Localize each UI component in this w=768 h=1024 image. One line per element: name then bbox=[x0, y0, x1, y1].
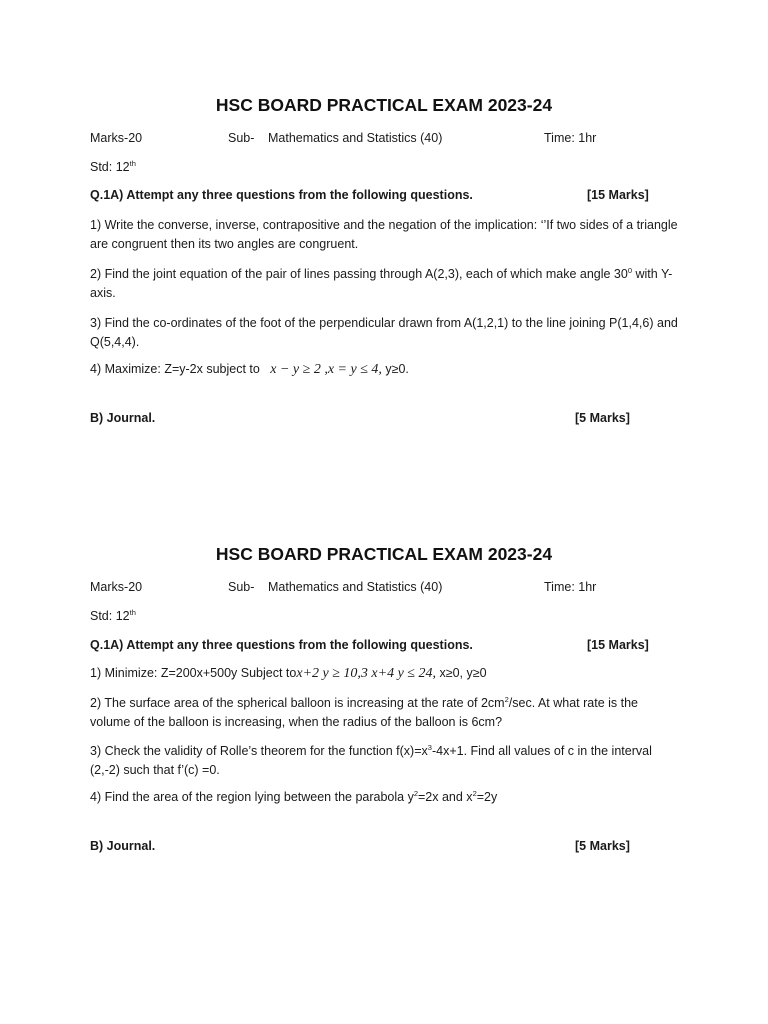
subject-label: Sub- bbox=[228, 131, 255, 145]
question-2: 2) The surface area of the spherical balloon is increasing at the rate of $2cm^2/\sec$. At what rate is the volume of the balloon is increasing, when the radius of the balloon is 6cm? bbox=[90, 694, 638, 729]
subject-name: Mathematics and Statistics (40) bbox=[268, 131, 443, 145]
journal-label: B) Journal. bbox=[90, 839, 156, 853]
journal-marks: [5 Marks] bbox=[575, 411, 630, 425]
time-label: Time: 1hr bbox=[544, 580, 597, 594]
question-1: 1) Minimize: Z=200x+500y Subject tox+2 y ≥ 10,3 x+4 y ≤ 24, x≥0, y≥0 bbox=[90, 666, 487, 681]
marks-label: Marks-20 bbox=[90, 580, 143, 594]
exam-title: HSC BOARD PRACTICAL EXAM 2023-24 bbox=[215, 544, 553, 564]
standard-label: Std: 12th bbox=[90, 607, 136, 623]
question-4: 4) Find the area of the region lying between the parabola $y^2=2x$ and $x^2=2y$ bbox=[90, 788, 498, 804]
subject-name: Mathematics and Statistics (40) bbox=[268, 580, 443, 594]
exam-title: HSC BOARD PRACTICAL EXAM 2023-24 bbox=[215, 95, 553, 115]
question-heading: Q.1A) Attempt any three questions from the following questions. bbox=[90, 638, 473, 652]
constraint-expression: x − y ≥ 2 ,x = y ≤ 4, bbox=[270, 362, 382, 377]
standard-label: Std: 12th bbox=[90, 158, 136, 174]
question-heading: Q.1A) Attempt any three questions from the following questions. bbox=[90, 188, 473, 202]
question-marks: [15 Marks] bbox=[587, 638, 649, 652]
question-3: 3) Find the co-ordinates of the foot of the perpendicular drawn from A(1,2,1) to the line joining P(1,4,6) and Q(5,4,4). bbox=[90, 316, 678, 349]
question-marks: [15 Marks] bbox=[587, 188, 649, 202]
time-label: Time: 1hr bbox=[544, 131, 597, 145]
journal-marks: [5 Marks] bbox=[575, 839, 630, 853]
constraint-expression: x+2 y ≥ 10,3 x+4 y ≤ 24, bbox=[296, 666, 436, 681]
journal-label: B) Journal. bbox=[90, 411, 156, 425]
question-3: 3) Check the validity of Rolle’s theorem for the function $f(x)=x^3-4x+1$. Find all values of c in the interval (2,-2) such that f’(c) =0. bbox=[90, 742, 652, 777]
marks-label: Marks-20 bbox=[90, 131, 143, 145]
question-2: 2) Find the joint equation of the pair of lines passing through A(2,3), each of which make angle $30^0$ with Y-axis. bbox=[90, 265, 673, 300]
question-4: 4) Maximize: Z=y-2x subject to x − y ≥ 2 ,x = y ≤ 4, y≥0. bbox=[90, 362, 409, 377]
question-1: 1) Write the converse, inverse, contrapositive and the negation of the implication: ‘’If two sides of a triangle are congruent then its two angles are congruent. bbox=[90, 218, 678, 251]
subject-label: Sub- bbox=[228, 580, 255, 594]
